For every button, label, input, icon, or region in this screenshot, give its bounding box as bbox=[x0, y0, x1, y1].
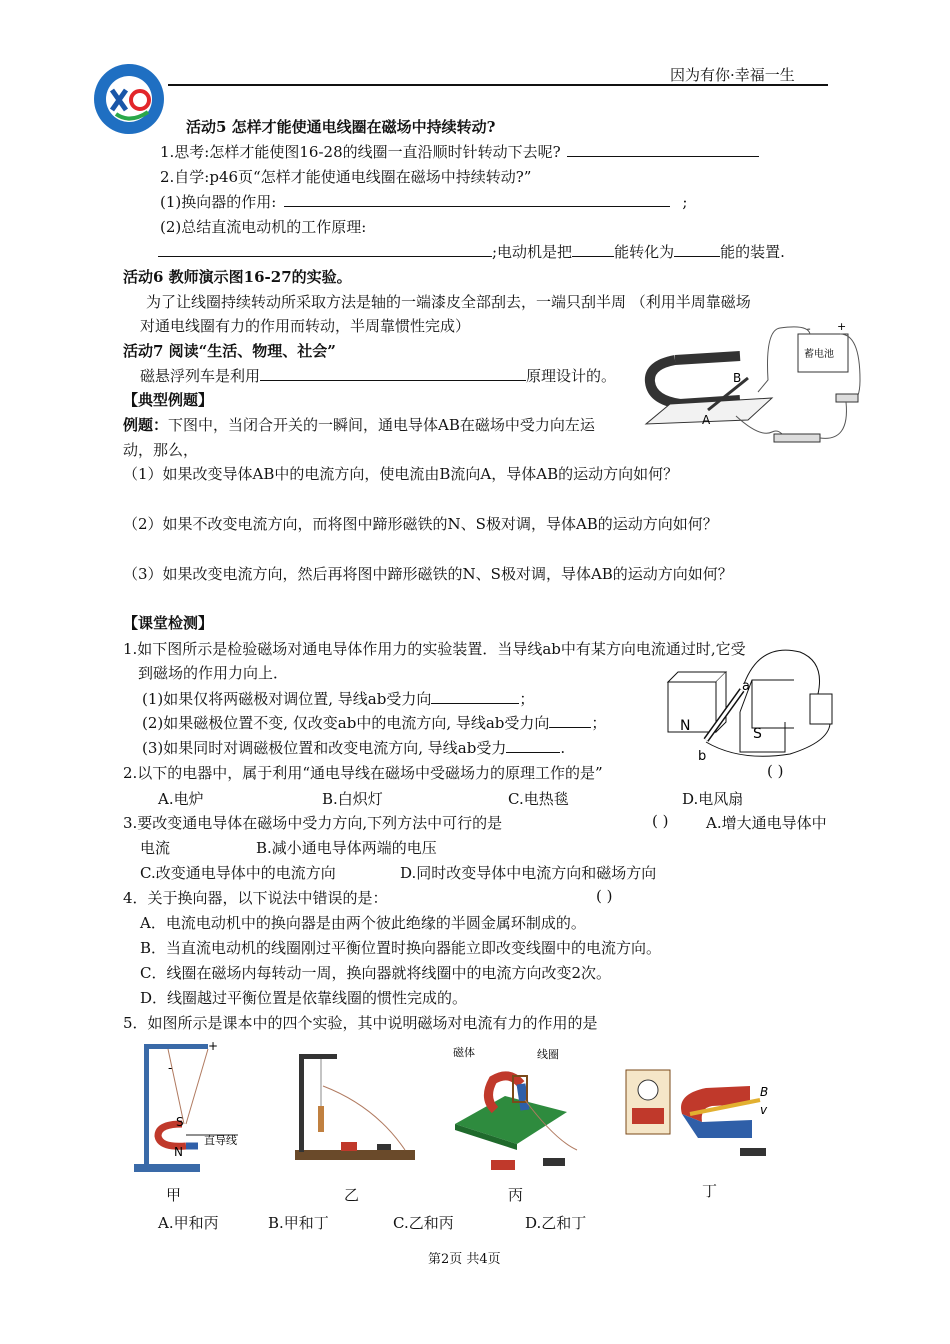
check-p4-opt-c[interactable]: C．线圈在磁场内每转动一周，换向器就将线圈中的电流方向改变2次。 bbox=[140, 964, 612, 982]
jia-minus: - bbox=[168, 1061, 173, 1075]
example-heading: 【典型例题】 bbox=[123, 391, 214, 409]
activity6-line2: 对通电线圈有力的作用而转动，半周靠惯性完成） bbox=[140, 317, 471, 335]
answer-blank[interactable] bbox=[567, 142, 759, 157]
check-p1-s3: (3)如果同时对调磁极位置和改变电流方向, 导线ab受力 . bbox=[142, 739, 566, 757]
school-logo bbox=[90, 62, 168, 136]
example-line2: 动，那么， bbox=[123, 441, 199, 459]
check-p5-opt-d[interactable]: D.乙和丁 bbox=[525, 1214, 587, 1232]
motor-figure bbox=[640, 320, 865, 460]
wire-end-a: a bbox=[742, 679, 750, 694]
activity5-title: 活动5 怎样才能使通电线圈在磁场中持续转动? bbox=[186, 118, 496, 136]
check-p2-paren: ( ) bbox=[767, 762, 784, 780]
check-p2-opt-b[interactable]: B.白炽灯 bbox=[322, 790, 383, 808]
check-p3-opt-d[interactable]: D.同时改变导体中电流方向和磁场方向 bbox=[400, 864, 657, 882]
example-q3: （3）如果改变电流方向，然后再将图中蹄形磁铁的N、S极对调，导体AB的运动方向如何？ bbox=[123, 565, 733, 583]
activity6-line1: 为了让线圈持续转动所采取方法是轴的一端漆皮全部刮去，一端只刮半周 （利用半周靠磁场 bbox=[146, 293, 751, 311]
check-p2-opt-a[interactable]: A.电炉 bbox=[158, 790, 204, 808]
check-p2-opt-d[interactable]: D.电风扇 bbox=[682, 790, 744, 808]
check-p5-opt-c[interactable]: C.乙和丙 bbox=[393, 1214, 454, 1232]
answer-blank[interactable] bbox=[158, 242, 492, 257]
activity5-q2: 2.自学:p46页“怎样才能使通电线圈在磁场中持续转动?” bbox=[160, 168, 532, 186]
check-p4-opt-d[interactable]: D．线圈越过平衡位置是依靠线圈的惯性完成的。 bbox=[140, 989, 468, 1007]
check-p1-s2: (2)如果磁极位置不变, 仅改变ab中的电流方向, 导线ab受力向 ； bbox=[142, 714, 607, 732]
figure-jia bbox=[128, 1040, 258, 1200]
ding-b: B bbox=[760, 1085, 769, 1099]
answer-blank[interactable] bbox=[506, 738, 560, 753]
figure-ding-label: 丁 bbox=[702, 1182, 718, 1200]
answer-blank[interactable] bbox=[549, 713, 591, 728]
activity6-title: 活动6 教师演示图16-27的实验。 bbox=[123, 268, 352, 286]
check-p5-opt-b[interactable]: B.甲和丁 bbox=[268, 1214, 329, 1232]
figure-ding bbox=[620, 1064, 780, 1164]
check-p4-opt-a[interactable]: A．电流电动机中的换向器是由两个彼此绝缘的半圆金属环制成的。 bbox=[140, 914, 586, 932]
figure-bing-label: 丙 bbox=[508, 1186, 524, 1204]
jia-plus: + bbox=[208, 1040, 219, 1053]
check-heading: 【课堂检测】 bbox=[123, 614, 214, 632]
label-b: B bbox=[733, 371, 742, 385]
check-p1-line1: 1.如下图所示是检验磁场对通电导体作用力的实验装置．当导线ab中有某方向电流通过时,它受 bbox=[123, 640, 746, 658]
example-line1: 例题：下图中，当闭合开关的一瞬间，通电导体AB在磁场中受力向左运 bbox=[123, 416, 595, 434]
jia-pole-s: S bbox=[176, 1115, 184, 1129]
answer-blank[interactable] bbox=[572, 242, 614, 257]
header-slogan: 因为有你·幸福一生 bbox=[670, 66, 795, 84]
activity7-line: 磁悬浮列车是利用 原理设计的。 bbox=[140, 367, 617, 385]
figure-bing bbox=[445, 1040, 590, 1180]
jia-pole-n: N bbox=[174, 1145, 183, 1159]
check-p4-paren: ( ) bbox=[596, 887, 613, 905]
figure-jia-label: 甲 bbox=[166, 1186, 182, 1204]
check-p2: 2.以下的电器中，属于利用“通电导线在磁场中受磁场力的原理工作的是” bbox=[123, 764, 603, 782]
page-number: 第2页 共4页 bbox=[428, 1252, 501, 1267]
check-p1-line2: 到磁场的作用力向上． bbox=[138, 664, 289, 682]
check-p2-opt-c[interactable]: C.电热毯 bbox=[508, 790, 569, 808]
figure-yi bbox=[285, 1046, 420, 1168]
check-p3-opt-b[interactable]: B.减小通电导体两端的电压 bbox=[256, 839, 437, 857]
battery-minus: - bbox=[807, 324, 811, 335]
activity5-q1: 1.思考:怎样才能使图16-28的线圈一直沿顺时针转动下去呢? bbox=[160, 141, 759, 162]
answer-blank[interactable] bbox=[284, 192, 670, 207]
ab-wire-figure bbox=[660, 632, 835, 767]
ding-v: v bbox=[760, 1103, 768, 1117]
check-p4: 4．关于换向器，以下说法中错误的是： bbox=[123, 889, 388, 907]
example-q2: （2）如果不改变电流方向，而将图中蹄形磁铁的N、S极对调，导体AB的运动方向如何？ bbox=[123, 515, 718, 533]
check-p1-s1: (1)如果仅将两磁极对调位置, 导线ab受力向 ； bbox=[142, 690, 535, 708]
jia-wire-label: 直导线 bbox=[204, 1134, 237, 1147]
answer-blank[interactable] bbox=[260, 366, 526, 381]
bing-magnet-label: 磁体 bbox=[453, 1046, 475, 1059]
check-p4-opt-b[interactable]: B．当直流电动机的线圈刚过平衡位置时换向器能立即改变线圈中的电流方向。 bbox=[140, 939, 662, 957]
example-q1: （1）如果改变导体AB中的电流方向，使电流由B流向A，导体AB的运动方向如何？ bbox=[123, 465, 679, 483]
activity7-title: 活动7 阅读“生活、物理、社会” bbox=[123, 342, 336, 360]
pole-n: N bbox=[680, 718, 691, 734]
battery-plus: + bbox=[837, 320, 847, 333]
check-p3-opt-c[interactable]: C.改变通电导体中的电流方向 bbox=[140, 864, 336, 882]
pole-s: S bbox=[753, 726, 762, 742]
check-p3-paren: ( ) bbox=[652, 812, 669, 830]
activity5-q2-2-line: ;电动机是把 能转化为 能的装置. bbox=[158, 241, 785, 262]
wire-end-b: b bbox=[698, 749, 707, 764]
check-p3-line2: 电流 bbox=[140, 839, 171, 857]
check-p3-line1: 3.要改变通电导体在磁场中受力方向,下列方法中可行的是 bbox=[123, 814, 503, 832]
activity5-q2-2: (2)总结直流电动机的工作原理: bbox=[160, 218, 367, 236]
activity5-q2-1: (1)换向器的作用: ; bbox=[160, 193, 688, 211]
figure-yi-label: 乙 bbox=[344, 1186, 360, 1204]
label-a: A bbox=[702, 413, 711, 427]
battery-label: 蓄电池 bbox=[804, 349, 834, 360]
check-p5-opt-a[interactable]: A.甲和丙 bbox=[158, 1214, 219, 1232]
answer-blank[interactable] bbox=[674, 242, 720, 257]
check-p3-opt-a[interactable]: A.增大通电导体中 bbox=[706, 814, 827, 832]
check-p5: 5．如图所示是课本中的四个实验，其中说明磁场对电流有力的作用的是 bbox=[123, 1014, 598, 1032]
bing-coil-label: 线圈 bbox=[537, 1048, 559, 1061]
answer-blank[interactable] bbox=[431, 689, 519, 704]
